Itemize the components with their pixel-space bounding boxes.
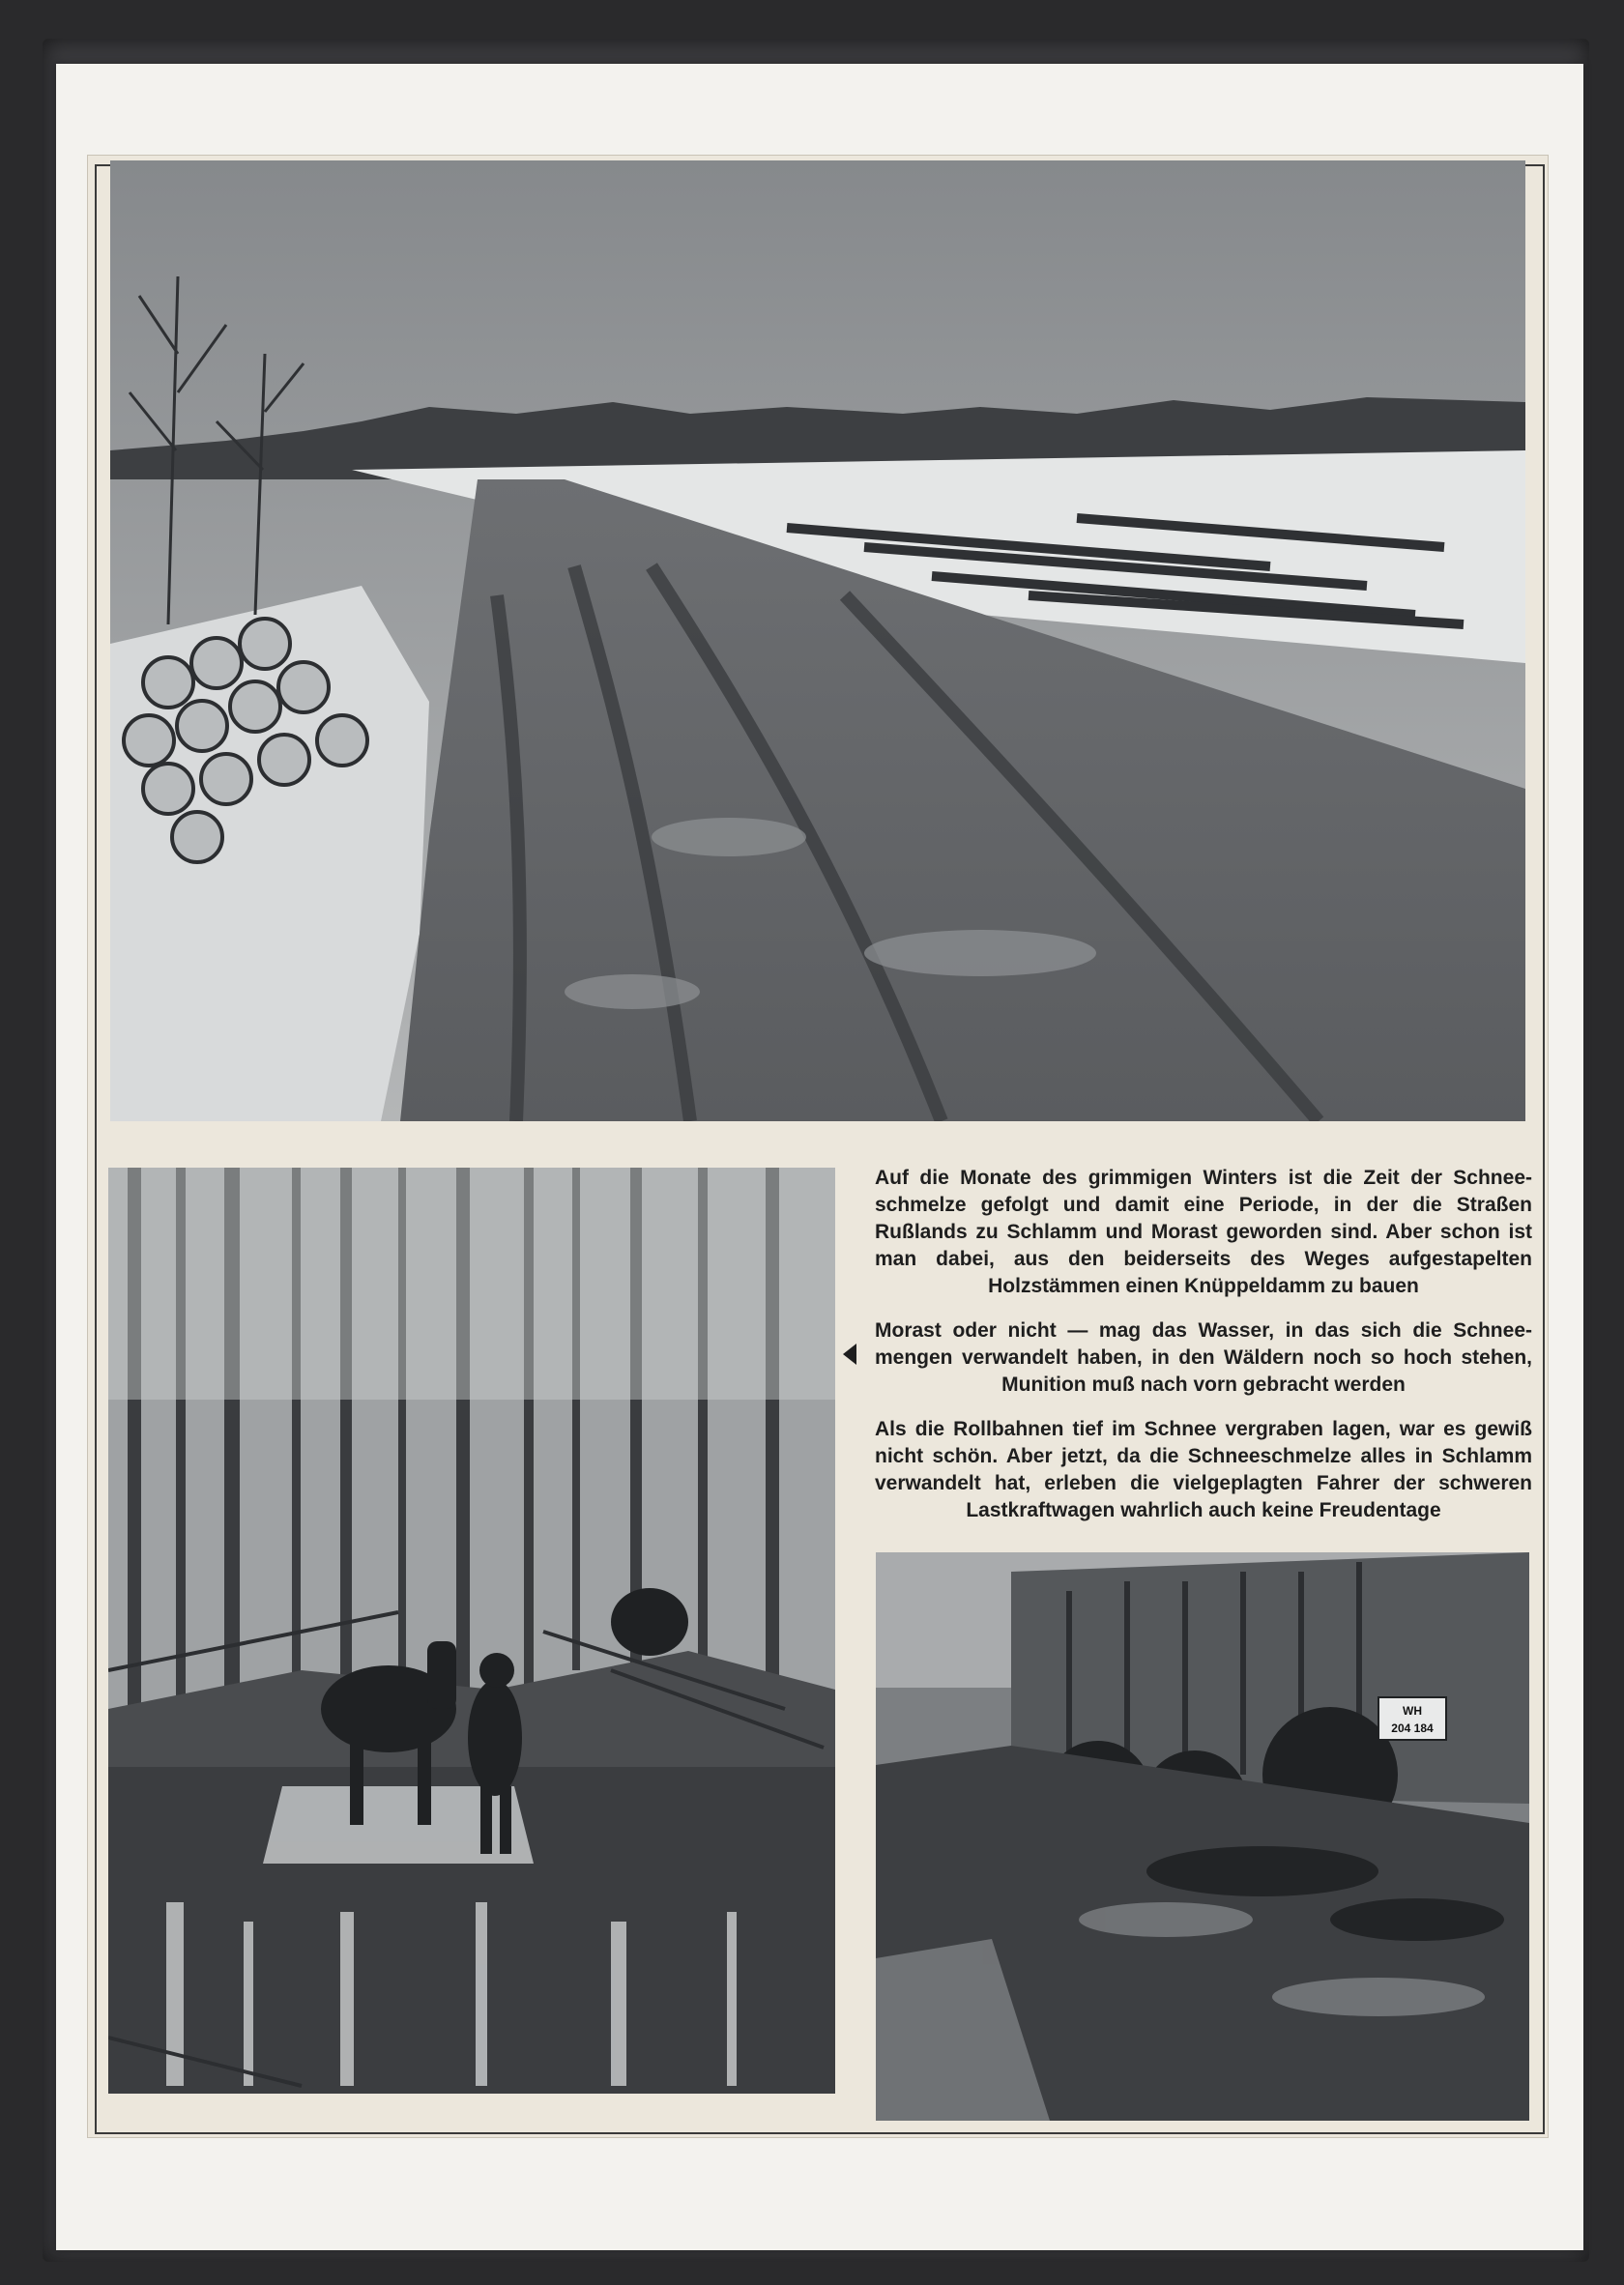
caption-truck: Als die Rollbahnen tief im Schnee vergraben lagen, war es gewiß nicht schön. Aber jetzt, da die Schneeschmelze alles in Schlamm verwandelt hat, erleben die vielgeplagten Fahrer der schweren Lastkraftwagen wahrlich auch keine Freudentage	[875, 1418, 1532, 1521]
plate-line-1: WH	[1403, 1704, 1422, 1718]
photo-flooded-forest	[108, 1168, 835, 2094]
caption-forest: Morast oder nicht — mag das Wasser, in das sich die Schneemengen verwandelt haben, in den Wäldern noch so hoch stehen, Munition muß nach vorn gebracht werden	[875, 1319, 1532, 1396]
caption-text-block	[875, 1165, 1532, 1547]
photo-muddy-road	[110, 160, 1525, 1121]
caption-road: Auf die Monate des grimmigen Winters ist die Zeit der Schneeschmelze gefolgt und damit eine Periode, in der die Straßen Rußlands zu Schlamm und Morast geworden sind. Aber schon ist man dabei, aus den beiderseits des Weges aufgestapelten Holzstämmen einen Knüppeldamm zu bauen	[875, 1167, 1532, 1297]
photo-truck-in-mud	[876, 1552, 1529, 2121]
plate-line-2: 204 184	[1391, 1721, 1434, 1735]
pointer-arrow-icon	[843, 1344, 856, 1365]
